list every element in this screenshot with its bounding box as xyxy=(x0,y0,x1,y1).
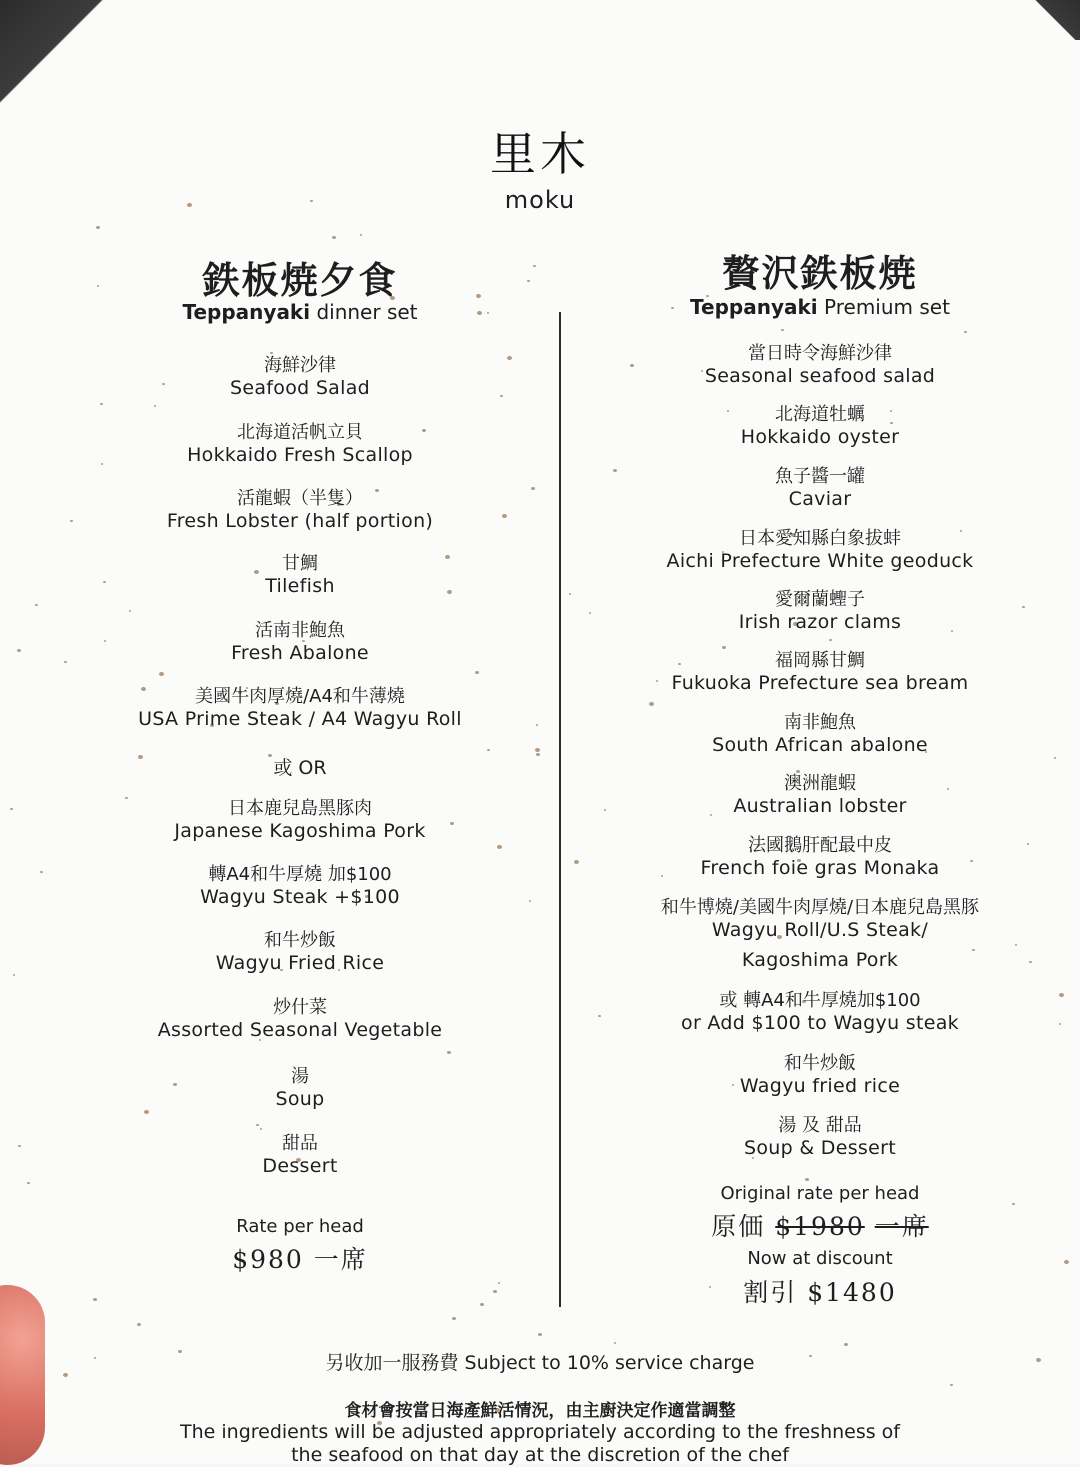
restaurant-name-cn: 里木 xyxy=(490,127,590,181)
discount-label: Now at discount xyxy=(747,1248,893,1269)
gold-fleck xyxy=(829,639,832,641)
menu-item: 日本愛知縣白象拔蚌 Aichi Prefecture White geoduck xyxy=(666,528,974,572)
gold-fleck xyxy=(487,749,490,751)
gold-fleck xyxy=(103,581,106,583)
gold-fleck xyxy=(260,1128,262,1130)
service-charge-note: 另收加一服務費 Subject to 10% service charge xyxy=(325,1352,755,1374)
gold-fleck xyxy=(536,724,538,726)
gold-fleck xyxy=(487,312,489,314)
ingredients-note-en-2: the seafood on that day at the discretion of the chef xyxy=(291,1444,789,1466)
gold-fleck xyxy=(1059,1023,1061,1025)
gold-fleck xyxy=(604,809,606,811)
gold-fleck xyxy=(498,1282,500,1284)
gold-fleck xyxy=(332,236,336,239)
menu-item: 法國鵝肝配最中皮 French foie gras Monaka xyxy=(700,835,940,879)
gold-fleck xyxy=(70,520,73,522)
menu-item: 北海道活帆立貝 Hokkaido Fresh Scallop xyxy=(187,422,413,466)
gold-fleck xyxy=(722,646,726,649)
premium-set-title-cn: 贅沢鉄板焼 xyxy=(722,251,918,295)
gold-fleck xyxy=(502,514,507,518)
gold-fleck xyxy=(535,748,540,752)
menu-item: 和牛炒飯 Wagyu Fried Rice xyxy=(215,930,385,974)
gold-fleck xyxy=(500,395,503,397)
gold-fleck xyxy=(1029,961,1032,963)
gold-fleck xyxy=(125,797,128,799)
or-separator: 或 OR xyxy=(273,757,327,779)
gold-fleck xyxy=(574,860,579,864)
gold-fleck xyxy=(1012,1203,1015,1205)
gold-fleck xyxy=(97,285,99,287)
menu-item: 當日時令海鮮沙律 Seasonal seafood salad xyxy=(704,343,936,387)
ingredients-note-en: The ingredients will be adjusted appropriately according to the freshness of xyxy=(180,1421,900,1443)
premium-set-title-en: Teppanyaki Premium set xyxy=(690,295,950,319)
ingredients-note xyxy=(0,1396,1080,1467)
menu-item: 湯 Soup xyxy=(275,1066,325,1110)
gold-fleck xyxy=(270,352,273,354)
ingredients-note-cn: 食材會按當日海產鮮活情況，由主廚決定作適當調整 xyxy=(344,1401,736,1421)
menu-item: 澳洲龍蝦 Australian lobster xyxy=(733,773,907,817)
gold-fleck xyxy=(137,1323,141,1326)
gold-fleck xyxy=(507,356,512,360)
dinner-set-title-en: Teppanyaki dinner set xyxy=(182,300,418,324)
gold-fleck xyxy=(100,403,103,405)
gold-fleck xyxy=(598,1015,601,1017)
menu-item: 日本鹿兒島黑豚肉 Japanese Kagoshima Pork xyxy=(174,798,426,842)
gold-fleck xyxy=(360,234,362,236)
gold-fleck xyxy=(104,640,106,642)
gold-fleck xyxy=(256,1124,259,1126)
original-rate-label: Original rate per head xyxy=(720,1183,920,1204)
menu-item: 和牛博燒/美國牛肉厚燒/日本鹿兒島黑豚 Wagyu Roll/U.S Steak/ Kagoshima Pork xyxy=(660,897,980,971)
gold-fleck xyxy=(1022,606,1025,608)
menu-item: 或 轉A4和牛厚燒加$100 or Add $100 to Wagyu steak xyxy=(681,990,959,1034)
gold-fleck xyxy=(964,331,967,333)
gold-fleck xyxy=(18,1145,21,1147)
gold-fleck xyxy=(447,1051,451,1054)
gold-fleck xyxy=(950,1384,953,1386)
gold-fleck xyxy=(1054,757,1056,759)
gold-fleck xyxy=(536,753,540,756)
gold-fleck xyxy=(17,649,21,652)
gold-fleck xyxy=(805,1178,809,1181)
gold-fleck xyxy=(614,1342,616,1344)
menu-item: 炒什菜 Assorted Seasonal Vegetable xyxy=(157,997,443,1041)
gold-fleck xyxy=(531,487,535,490)
menu-item: 魚子醬一罐 Caviar xyxy=(775,466,865,510)
gold-fleck xyxy=(477,311,482,315)
dinner-set-price: $980 一席 xyxy=(232,1245,368,1274)
gold-fleck xyxy=(96,226,100,229)
menu-item: 南非鮑魚 South African abalone xyxy=(712,712,928,756)
menu-item: 甜品 Dessert xyxy=(262,1133,338,1177)
gold-fleck xyxy=(533,265,536,267)
gold-fleck xyxy=(93,1298,97,1301)
gold-fleck xyxy=(569,593,571,595)
menu-item: 海鮮沙律 Seafood Salad xyxy=(229,355,371,399)
gold-fleck xyxy=(27,1182,30,1184)
original-price: 原価 $1980 一席 xyxy=(711,1212,929,1241)
table-corner-shadow xyxy=(0,0,120,105)
table-corner-shadow-right xyxy=(1010,0,1080,40)
gold-fleck xyxy=(1015,944,1017,946)
menu-item: 愛爾蘭蟶子 Irish razor clams xyxy=(738,589,902,633)
menu-item: 北海道牡蠣 Hokkaido oyster xyxy=(740,404,900,448)
dinner-set-title-cn: 鉄板焼夕食 xyxy=(202,258,398,302)
gold-fleck xyxy=(159,672,164,676)
gold-fleck xyxy=(13,974,15,976)
menu-item: 美國牛肉厚燒/A4和牛薄燒 USA Prime Steak / A4 Wagyu Roll xyxy=(138,686,462,730)
menu-item: 福岡縣甘鯛 Fukuoka Prefecture sea bream xyxy=(671,650,969,694)
gold-fleck xyxy=(529,900,531,902)
discount-price: 割引 $1480 xyxy=(743,1278,897,1307)
gold-fleck xyxy=(781,329,784,331)
menu-item: 活南非鮑魚 Fresh Abalone xyxy=(231,620,369,664)
menu-item: 和牛炒飯 Wagyu fried rice xyxy=(739,1053,901,1097)
menu-item: 轉A4和牛厚燒 加$100 Wagyu Steak +$100 xyxy=(200,864,400,908)
gold-fleck xyxy=(144,1110,149,1114)
gold-fleck xyxy=(844,1343,848,1346)
gold-fleck xyxy=(538,1333,542,1336)
gold-fleck xyxy=(1064,1260,1069,1264)
gold-fleck xyxy=(493,1290,497,1293)
gold-fleck xyxy=(129,610,131,612)
menu-item: 湯 及 甜品 Soup & Dessert xyxy=(744,1115,896,1159)
gold-fleck xyxy=(630,364,634,367)
gold-fleck xyxy=(452,1317,456,1320)
gold-fleck xyxy=(480,1303,484,1306)
menu-item: 活龍蝦（半隻） Fresh Lobster (half portion) xyxy=(166,488,434,532)
gold-fleck xyxy=(10,808,13,810)
gold-fleck xyxy=(1027,843,1029,845)
menu-item: 甘鯛 Tilefish xyxy=(265,553,335,597)
column-divider xyxy=(559,312,561,1307)
gold-fleck xyxy=(35,604,38,606)
gold-fleck xyxy=(527,280,530,282)
gold-fleck xyxy=(475,671,479,674)
gold-fleck xyxy=(649,702,654,706)
gold-fleck xyxy=(613,469,617,472)
gold-fleck xyxy=(64,661,67,663)
restaurant-header xyxy=(0,118,1080,214)
gold-fleck xyxy=(40,871,43,873)
gold-fleck xyxy=(1059,993,1064,997)
rate-label: Rate per head xyxy=(236,1216,364,1237)
restaurant-name-en: moku xyxy=(504,186,576,214)
gold-fleck xyxy=(497,845,502,849)
gold-fleck xyxy=(589,612,591,614)
gold-fleck xyxy=(476,294,481,298)
gold-fleck xyxy=(154,405,156,407)
gold-fleck xyxy=(101,463,103,465)
